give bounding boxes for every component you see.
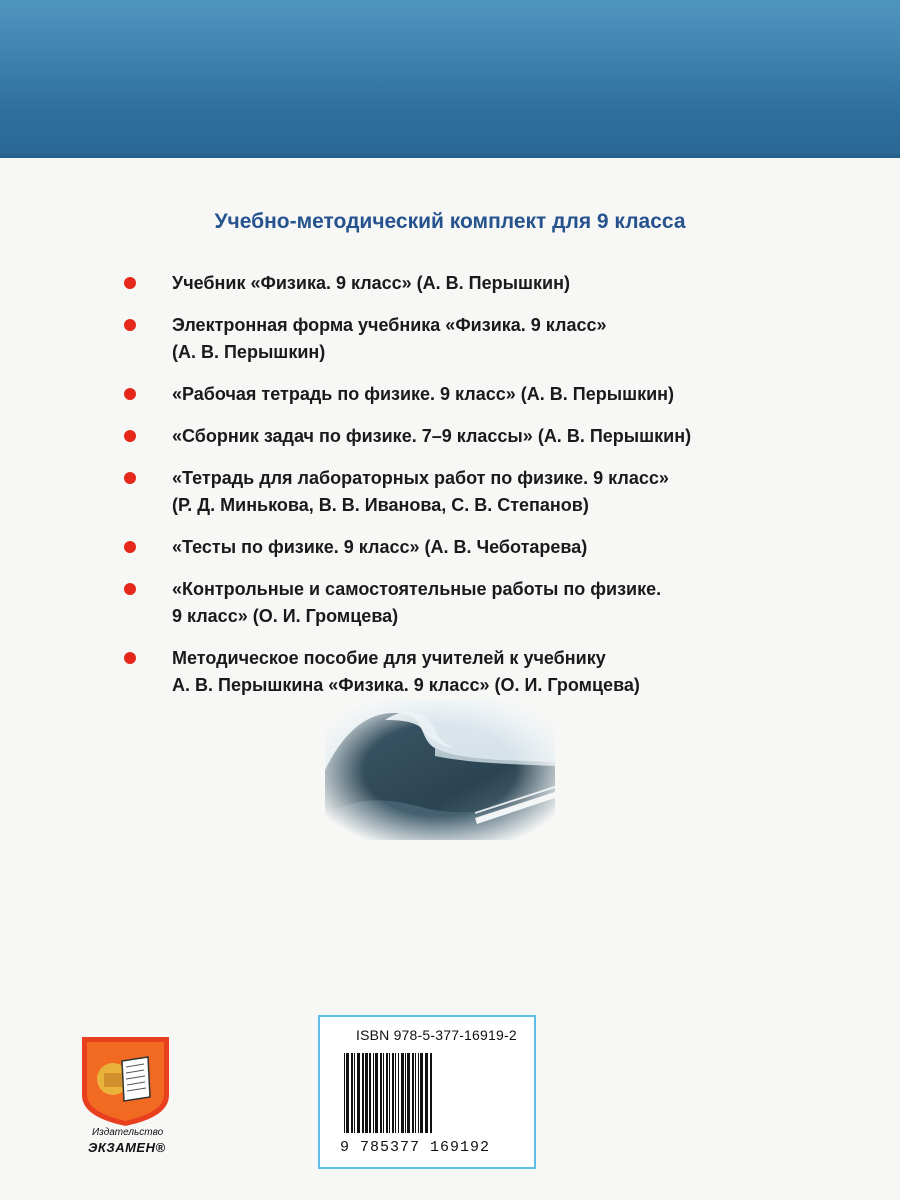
barcode-bar xyxy=(383,1053,384,1133)
bullet-icon xyxy=(124,652,136,664)
bullet-icon xyxy=(124,472,136,484)
barcode-bar xyxy=(365,1053,368,1133)
isbn-block xyxy=(318,1015,536,1169)
bullet-icon xyxy=(124,583,136,595)
list-item xyxy=(124,465,864,519)
barcode-bar xyxy=(357,1053,360,1133)
list-item xyxy=(124,645,864,699)
barcode-bar xyxy=(389,1053,390,1133)
top-color-band xyxy=(0,0,900,158)
barcode-bar xyxy=(354,1053,355,1133)
publisher-name: ЭКЗАМЕН® xyxy=(88,1140,166,1155)
list-item xyxy=(124,576,864,630)
barcode-bar xyxy=(415,1053,416,1133)
barcode-digits: 9 785377 169192 xyxy=(340,1139,491,1156)
bullet-icon xyxy=(124,277,136,289)
list-item-line: Методическое пособие для учителей к учебнику xyxy=(172,648,606,668)
list-item-line: (Р. Д. Минькова, В. В. Иванова, С. В. Степанов) xyxy=(172,495,589,515)
barcode-bar xyxy=(351,1053,353,1133)
barcode-bar xyxy=(344,1053,345,1133)
list-item xyxy=(124,534,864,561)
list-item xyxy=(124,270,864,297)
barcode-bar xyxy=(395,1053,396,1133)
bullet-icon xyxy=(124,541,136,553)
page-title: Учебно-методический комплект для 9 класса xyxy=(214,210,686,233)
barcode-bar xyxy=(362,1053,364,1133)
list-item-line: «Сборник задач по физике. 7–9 классы» (А. В. Перышкин) xyxy=(172,426,692,446)
publisher-emblem-icon xyxy=(78,1033,173,1128)
barcode-bar xyxy=(430,1053,432,1133)
list-item-line: «Тесты по физике. 9 класс» (А. В. Чеботарева) xyxy=(172,537,588,557)
wave-illustration xyxy=(325,700,555,840)
barcode-bar xyxy=(425,1053,428,1133)
barcode-bar xyxy=(380,1053,382,1133)
list-item xyxy=(124,381,864,408)
publisher-label: Издательство xyxy=(92,1127,164,1138)
barcode-bar xyxy=(386,1053,388,1133)
list-item-line: «Рабочая тетрадь по физике. 9 класс» (А. В. Перышкин) xyxy=(172,384,675,404)
list-item-line: А. В. Перышкина «Физика. 9 класс» (О. И. Громцева) xyxy=(172,675,640,695)
barcode-bar xyxy=(401,1053,404,1133)
barcode-bar xyxy=(392,1053,394,1133)
barcode-bar xyxy=(420,1053,423,1133)
list-item-line: «Тетрадь для лабораторных работ по физике. 9 класс» xyxy=(172,468,669,488)
kit-list xyxy=(124,270,864,699)
list-item-line: 9 класс» (О. И. Громцева) xyxy=(172,606,399,626)
isbn-text: ISBN 978-5-377-16919-2 xyxy=(356,1027,517,1043)
bullet-icon xyxy=(124,388,136,400)
barcode-bar xyxy=(375,1053,378,1133)
barcode xyxy=(342,1053,514,1133)
barcode-bar xyxy=(418,1053,419,1133)
barcode-bar xyxy=(398,1053,399,1133)
list-item-line: Электронная форма учебника «Физика. 9 класс» xyxy=(172,315,607,335)
barcode-bar xyxy=(405,1053,406,1133)
list-item xyxy=(124,423,864,450)
barcode-bar xyxy=(373,1053,374,1133)
list-item-line: «Контрольные и самостоятельные работы по физике. xyxy=(172,579,662,599)
barcode-bar xyxy=(369,1053,371,1133)
bullet-icon xyxy=(124,430,136,442)
list-item-line: Учебник «Физика. 9 класс» (А. В. Перышкин) xyxy=(172,273,570,293)
barcode-bar xyxy=(346,1053,349,1133)
barcode-bar xyxy=(407,1053,410,1133)
list-item xyxy=(124,312,864,366)
list-item-line: (А. В. Перышкин) xyxy=(172,342,326,362)
barcode-bar xyxy=(412,1053,414,1133)
bullet-icon xyxy=(124,319,136,331)
